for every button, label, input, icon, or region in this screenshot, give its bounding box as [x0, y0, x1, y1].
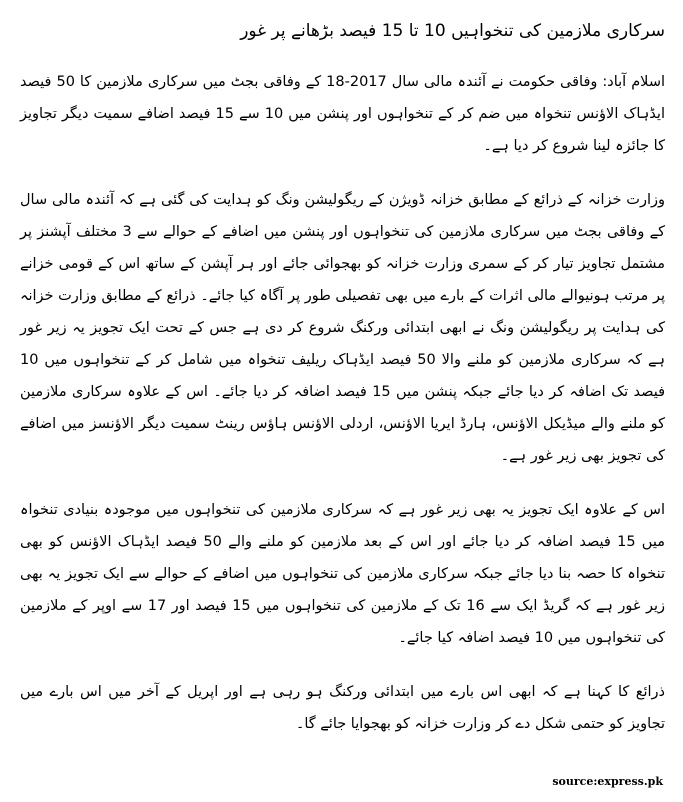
article-headline: سرکاری ملازمین کی تنخواہیں 10 تا 15 فیصد بڑھانے پر غور [240, 21, 665, 41]
source-credit: source:express.pk [552, 775, 663, 788]
article-paragraph: اس کے علاوہ ایک تجویز یہ بھی زیر غور ہے کہ سرکاری ملازمین کی تنخواہوں میں موجودہ بنیادی تنخواہ میں 15 فیصد اضافہ کر دیا جائے اور اس کے بعد ملازمین کو ملنے والے 50 فیصد ایڈہاک الاؤنس کو بھی تنخواہ کا حصہ بنا دیا جائے جبکہ سرکاری ملازمین کی تنخواہوں میں اضافے کے حوالے سے ایک تجویز یہ بھی زیر غور ہے کہ گریڈ ایک سے 16 تک کے ملازمین کی تنخواہوں میں 15 فیصد اور 17 سے اوپر کے ملازمین کی تنخواہوں میں 10 فیصد اضافہ کیا جائے۔ [20, 502, 665, 646]
article-paragraph: وزارت خزانہ کے ذرائع کے مطابق خزانہ ڈویژن کے ریگولیشن ونگ کو ہدایت کی گئی ہے کہ آئندہ مالی سال کے وفاقی بجٹ میں سرکاری ملازمین کی تنخواہوں اور پنشن میں اضافے کے حوالے سے 3 مختلف آپشنز پر مشتمل تجاویز تیار کر کے سمری وزارت خزانہ کو بھجوائی جائے اور ہر آپشن کے ساتھ اس کے قومی خزانے پر مرتب ہونیوالے مالی اثرات کے بارے میں بھی تفصیلی طور پر آگاہ کیا جائے۔ ذرائع کے مطابق وزارت خزانہ کی ہدایت پر ریگولیشن ونگ نے ابھی ابتدائی ورکنگ شروع کر دی ہے جس کے تحت ایک تجویز یہ زیر غور ہے کہ سرکاری ملازمین کو ملنے والا 50 فیصد ایڈہاک ریلیف تنخواہ میں شامل کر کے تنخواہوں میں 10 فیصد تک اضافہ کر دیا جائے جبکہ پنشن میں 15 فیصد اضافہ کر دیا جائے۔ اس کے علاوہ سرکاری ملازمین کو ملنے والے میڈیکل الاؤنس، ہارڈ ایریا الاؤنس، اردلی الاؤنس ہاؤس رینٹ سمیت دیگر الاؤنسز میں اضافے کی تجویز بھی زیر غور ہے۔ [20, 192, 665, 464]
article-paragraph: ذرائع کا کہنا ہے کہ ابھی اس بارے میں ابتدائی ورکنگ ہو رہی ہے اور اپریل کے آخر میں اس بارے میں تجاویز کو حتمی شکل دے کر وزارت خزانہ کو بھجوایا جائے گا۔ [20, 684, 665, 732]
article [20, 8, 665, 762]
article-paragraph: اسلام آباد: وفاقی حکومت نے آئندہ مالی سال 2017-18 کے وفاقی بجٹ میں سرکاری ملازمین کا 50 فیصد ایڈہاک الاؤنس تنخواہ میں ضم کر کے تنخواہوں اور پنشن میں 10 سے 15 فیصد اضافے سمیت دیگر تجاویز کا جائزہ لینا شروع کر دیا ہے۔ [20, 74, 665, 154]
